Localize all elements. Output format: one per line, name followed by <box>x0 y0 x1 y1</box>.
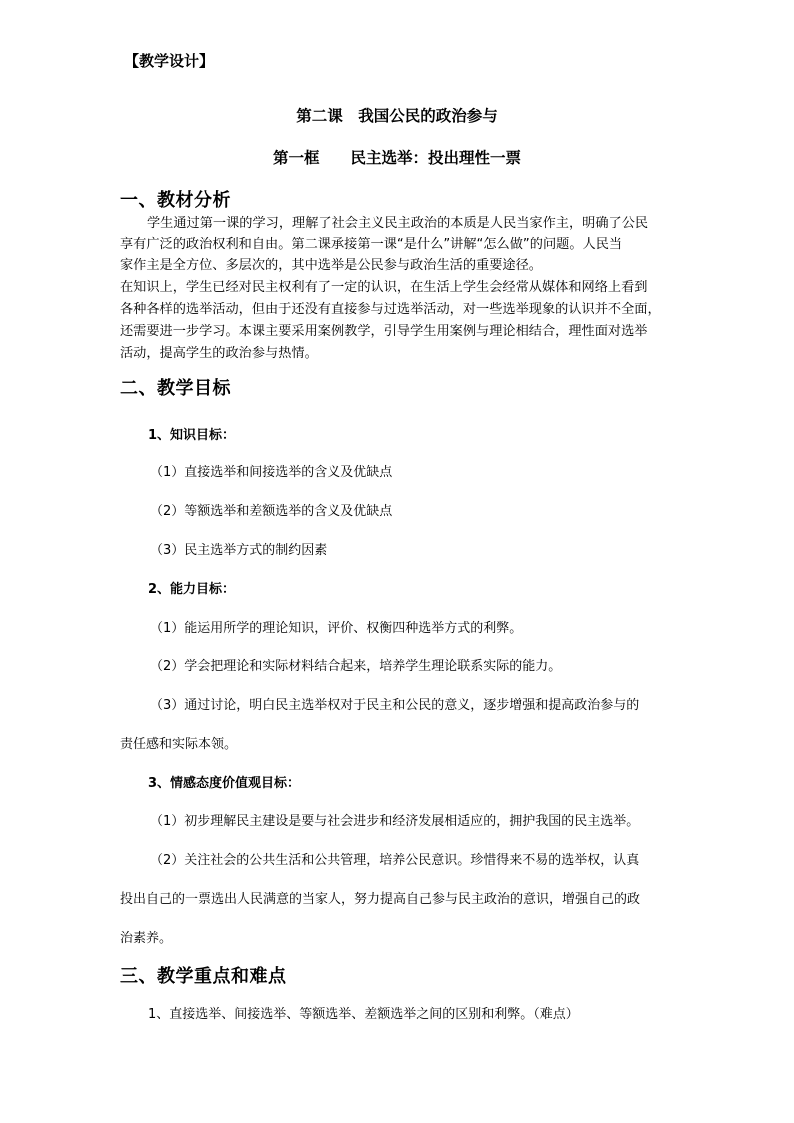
section-title: 第一框 民主选举：投出理性一票 <box>272 149 521 167</box>
analysis-line: 享有广泛的政治权利和自由。第二课承接第一课“是什么”讲解“怎么做”的问题。人民当 <box>120 237 623 252</box>
section-heading-key-points: 三、教学重点和难点 <box>120 966 287 987</box>
emotion-goal-item: （2）关注社会的公共生活和公共管理，培养公民意识。珍惜得来不易的选举权，认真 <box>150 853 640 868</box>
analysis-line: 各种各样的选举活动，但由于还没有直接参与过选举活动，对一些选举现象的认识并不全面， <box>120 302 661 317</box>
document-tag: 【教学设计】 <box>124 52 215 70</box>
analysis-line: 学生通过第一课的学习，理解了社会主义民主政治的本质是人民当家作主，明确了公民 <box>147 216 649 231</box>
knowledge-goal-item: （2）等额选举和差额选举的含义及优缺点 <box>150 504 393 519</box>
knowledge-goals-title: 1、知识目标： <box>148 428 236 443</box>
ability-goal-continuation: 责任感和实际本领。 <box>120 737 238 752</box>
section-heading-textbook-analysis: 一、教材分析 <box>120 190 231 211</box>
analysis-line: 在知识上，学生已经对民主权利有了一定的认识，在生活上学生会经常从媒体和网络上看到 <box>120 280 648 295</box>
emotion-goals-title: 3、情感态度价值观目标： <box>148 776 301 791</box>
lesson-title: 第二课 我国公民的政治参与 <box>296 107 498 125</box>
ability-goal-item: （3）通过讨论，明白民主选举权对于民主和公民的意义，逐步增强和提高政治参与的 <box>150 698 640 713</box>
ability-goals-title: 2、能力目标： <box>148 582 236 597</box>
analysis-line: 还需要进一步学习。本课主要采用案例教学，引导学生用案例与理论相结合，理性面对选举 <box>120 324 648 339</box>
ability-goal-item: （1）能运用所学的理论知识，评价、权衡四种选举方式的利弊。 <box>150 621 523 636</box>
analysis-line: 活动，提高学生的政治参与热情。 <box>120 346 318 361</box>
key-point-item: 1、直接选举、间接选举、等额选举、差额选举之间的区别和利弊。（难点） <box>148 1007 579 1022</box>
emotion-goal-continuation: 投出自己的一票选出人民满意的当家人，努力提高自己参与民主政治的意识，增强自己的政 <box>120 892 641 907</box>
section-heading-teaching-goals: 二、教学目标 <box>120 378 231 399</box>
knowledge-goal-item: （1）直接选举和间接选举的含义及优缺点 <box>150 465 393 480</box>
ability-goal-item: （2）学会把理论和实际材料结合起来，培养学生理论联系实际的能力。 <box>150 659 562 674</box>
analysis-line: 家作主是全方位、多层次的，其中选举是公民参与政治生活的重要途径。 <box>120 258 542 273</box>
emotion-goal-continuation: 治素养。 <box>120 931 173 946</box>
knowledge-goal-item: （3）民主选举方式的制约因素 <box>150 543 328 558</box>
emotion-goal-item: （1）初步理解民主建设是要与社会进步和经济发展相适应的，拥护我国的民主选举。 <box>150 814 640 829</box>
